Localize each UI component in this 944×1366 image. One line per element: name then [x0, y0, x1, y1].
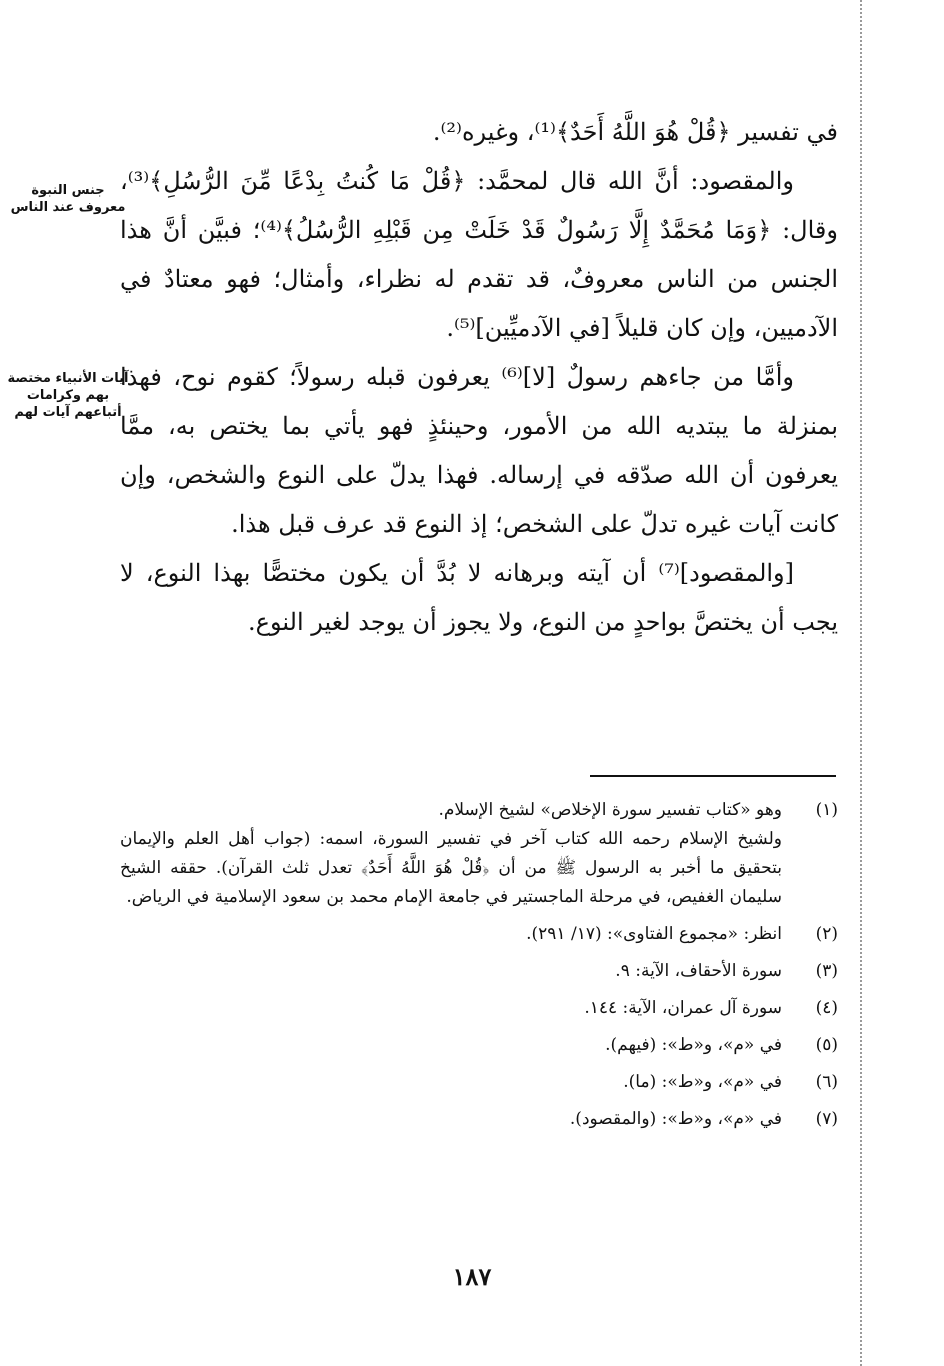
- footnote-number: (٤): [815, 998, 838, 1018]
- footnote-separator: [590, 775, 836, 777]
- footnote: [120, 1068, 838, 1097]
- footnote-line: ولشيخ الإسلام رحمه الله كتاب آخر في تفسير السورة، اسمه: (جواب أهل العلم والإيمان بتحقيق ما أخبر به الرسول ﷺ من أن ﴿قُلْ هُوَ اللَّهُ أَحَدٌ﴾ تعدل ثلث القرآن). حققه الشيخ سليمان الغفيص، في مرحلة الماجستير في جامعة الإمام محمد بن سعود الإسلامية في الرياض.: [120, 829, 782, 907]
- footnote-number: (٣): [815, 961, 838, 981]
- footnote: [120, 920, 838, 949]
- footnote-number: (٢): [815, 924, 838, 944]
- footnote-text: سورة آل عمران، الآية: ١٤٤.: [584, 998, 782, 1018]
- footnote: [120, 957, 838, 986]
- margin-note-line: معروف عند الناس: [10, 200, 126, 215]
- footnotes: [120, 796, 838, 1142]
- paragraph: [والمقصود]⁽⁷⁾ أن آيته وبرهانه لا بُدَّ أن يكون مختصًّا بهذا النوع، لا يجب أن يختصَّ بواحدٍ من النوع، ولا يجوز أن يوجد لغير النوع.: [120, 559, 838, 636]
- footnote-text: في «م»، و«ط»: (والمقصود).: [569, 1109, 782, 1129]
- footnote-number: (٦): [815, 1072, 838, 1092]
- margin-note-signs: [4, 370, 132, 421]
- margin-note-line: بهم وكرامات: [26, 388, 110, 403]
- main-text: [120, 108, 838, 647]
- footnote-text: في «م»، و«ط»: (ما).: [623, 1072, 782, 1092]
- margin-note-prophethood: [4, 182, 132, 216]
- paragraph: والمقصود: أنَّ الله قال لمحمَّد: ﴿قُلْ مَا كُنتُ بِدْعًا مِّنَ الرُّسُلِ﴾⁽³⁾، وقال: ﴿وَمَا مُحَمَّدٌ إِلَّا رَسُولٌ قَدْ خَلَتْ مِن قَبْلِهِ الرُّسُلُ﴾⁽⁴⁾؛ فبيَّن أنَّ هذا الجنس من الناس معروفٌ، قد تقدم له نظراء، وأمثال؛ فهو معتادٌ في الآدميين، وإن كان قليلاً [في الآدميِّين]⁽⁵⁾.: [120, 167, 838, 342]
- paragraph: في تفسير ﴿قُلْ هُوَ اللَّهُ أَحَدٌ﴾⁽¹⁾، وغيره⁽²⁾.: [432, 118, 838, 146]
- page-edge-dots: [860, 0, 862, 1366]
- footnote: [120, 1031, 838, 1060]
- footnote-number: (٥): [815, 1035, 838, 1055]
- footnote-number: (٧): [815, 1109, 838, 1129]
- paragraph: وأمَّا من جاءهم رسولٌ [لا]⁽⁶⁾ يعرفون قبله رسولاً؛ كقوم نوح، فهذا بمنزلة ما يبتديه الله من الأمور، وحينئذٍ فهو يأتي بما يختص به، ممَّا يعرفون أن الله صدّقه في إرساله. فهذا يدلّ على النوع والشخص، وإن كانت آيات غيره تدلّ على الشخص؛ إذ النوع قد عرف قبل هذا.: [120, 363, 838, 538]
- margin-note-line: جنس النبوة: [31, 183, 105, 198]
- footnote-number: (١): [815, 800, 838, 820]
- margin-note-line: آيات الأنبياء مختصة: [7, 371, 129, 386]
- footnote-text: [120, 796, 782, 912]
- margin-note-line: أتباعهم آيات لهم: [14, 405, 122, 420]
- footnote: [120, 796, 838, 912]
- page-number: ١٨٧: [452, 1262, 492, 1291]
- footnote-text: في «م»، و«ط»: (فيهم).: [605, 1035, 782, 1055]
- footnote-text: سورة الأحقاف، الآية: ٩.: [615, 961, 782, 981]
- footnote: [120, 1105, 838, 1134]
- footnote-text: انظر: «مجموع الفتاوى»: (١٧/ ٢٩١).: [526, 924, 782, 944]
- footnote: [120, 994, 838, 1023]
- footnote-line: وهو «كتاب تفسير سورة الإخلاص» لشيخ الإسلام.: [438, 800, 782, 820]
